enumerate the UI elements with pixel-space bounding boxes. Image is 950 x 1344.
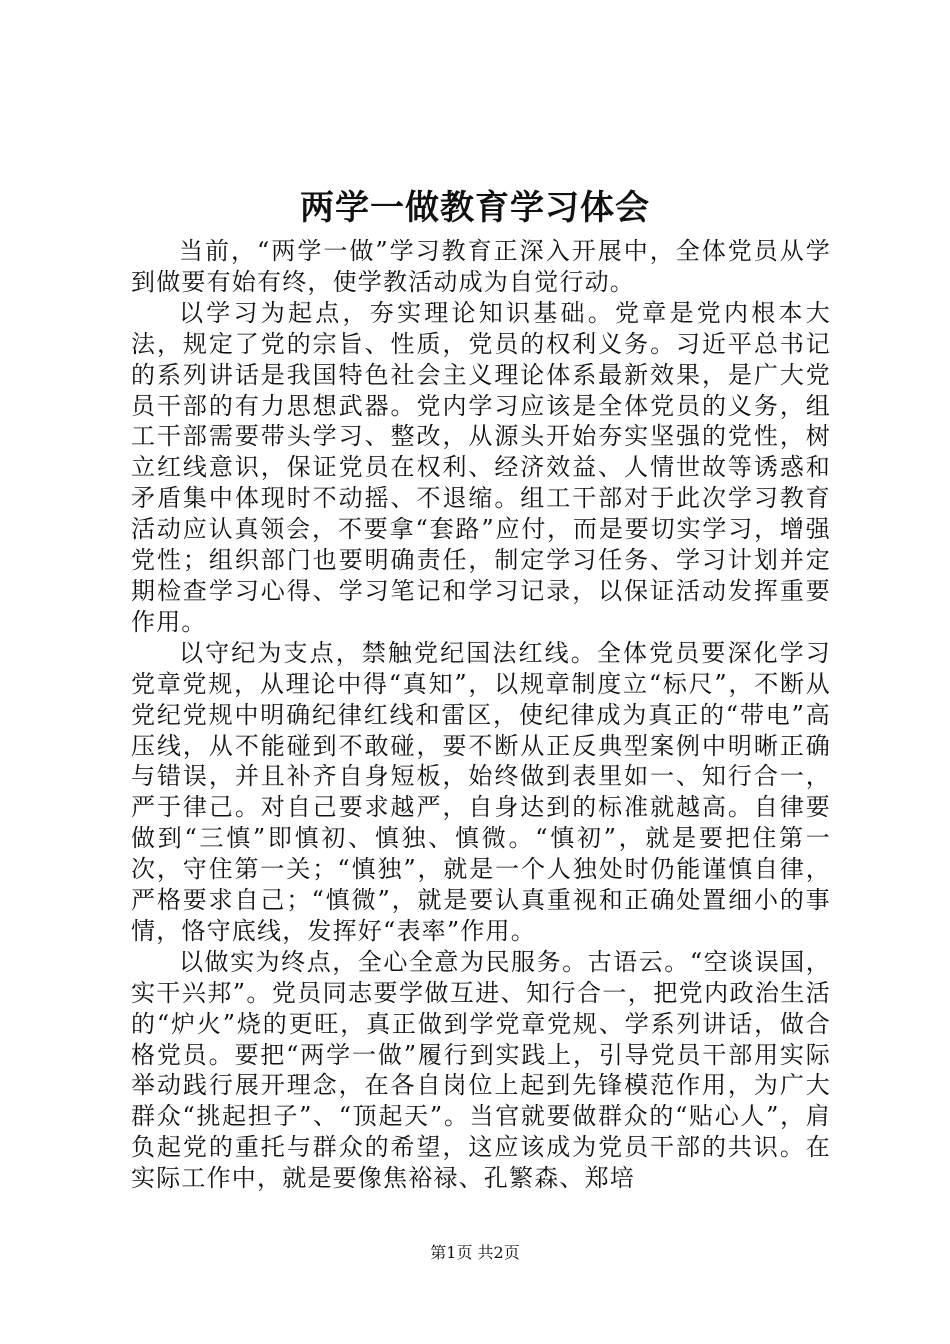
page-number-footer: 第1页 共2页 bbox=[430, 1243, 520, 1262]
paragraph-practice: 以做实为终点，全心全意为民服务。古语云。“空谈误国，实干兴邦”。党员同志要学做互进、知行合一，把党内政治生活的“炉火”烧的更旺，真正做到学党章党规、学系列讲话，做合格党员。要把“两学一做”履行到实践上，引导党员干部用实际举动践行展开理念，在各自岗位上起到先锋模范作用，为广大群众“挑起担子”、“顶起天”。当官就要做群众的“贴心人”，肩负起党的重托与群众的希望，这应该成为党员干部的共识。在实际工作中，就是要像焦裕禄、孔繁森、郑培 bbox=[131, 947, 831, 1193]
paragraph-discipline: 以守纪为支点，禁触党纪国法红线。全体党员要深化学习党章党规，从理论中得“真知”，以规章制度立“标尺”，不断从党纪党规中明确纪律红线和雷区，使纪律成为真正的“带电”高压线，从不能碰到不敢碰，要不断从正反典型案例中明晰正确与错误，并且补齐自身短板，始终做到表里如一、知行合一，严于律己。对自己要求越严，自身达到的标准就越高。自律要做到“三慎”即慎初、慎独、慎微。“慎初”，就是要把住第一次，守住第一关；“慎独”，就是一个人独处时仍能谨慎自律，严格要求自己；“慎微”，就是要认真重视和正确处置细小的事情，恪守底线，发挥好“表率”作用。 bbox=[131, 638, 831, 945]
document-title: 两学一做教育学习体会 bbox=[300, 188, 650, 228]
paragraph-intro: 当前，“两学一做”学习教育正深入开展中，全体党员从学到做要有始有终，使学教活动成为自觉行动。 bbox=[131, 237, 831, 296]
paragraph-study: 以学习为起点，夯实理论知识基础。党章是党内根本大法，规定了党的宗旨、性质，党员的权利义务。习近平总书记的系列讲话是我国特色社会主义理论体系最新效果，是广大党员干部的有力思想武器。党内学习应该是全体党员的义务，组工干部需要带头学习、整改，从源头开始夯实坚强的党性，树立红线意识，保证党员在权利、经济效益、人情世故等诱惑和矛盾集中体现时不动摇、不退缩。组工干部对于此次学习教育活动应认真领会，不要拿“套路”应付，而是要切实学习，增强党性；组织部门也要明确责任，制定学习任务、学习计划并定期检查学习心得、学习笔记和学习记录，以保证活动发挥重要作用。 bbox=[131, 298, 831, 636]
document-body bbox=[131, 236, 831, 1194]
